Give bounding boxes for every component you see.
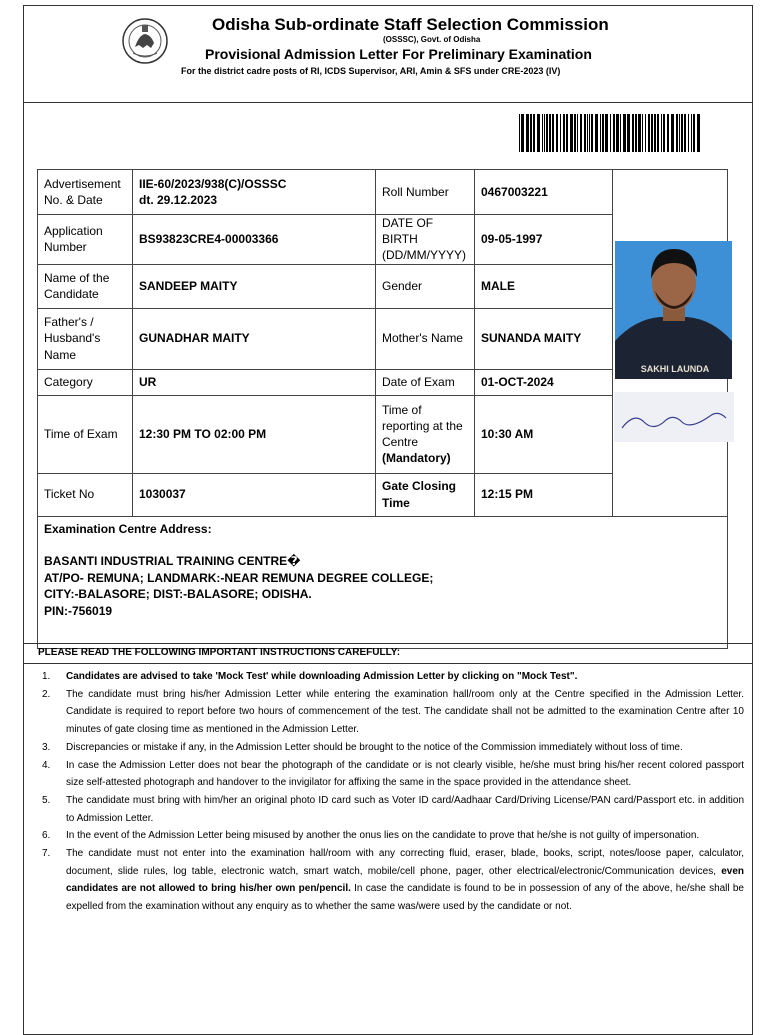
instructions-list [37, 668, 744, 916]
roll-number-label: Roll Number [376, 170, 475, 215]
exam-time-label: Time of Exam [38, 395, 133, 473]
gender-value: MALE [475, 264, 613, 308]
posts-description: For the district cadre posts of RI, ICDS Supervisor, ARI, Amin & SFS under CRE-2023 (IV) [181, 66, 561, 76]
candidate-name-label: Name of the Candidate [38, 264, 133, 308]
instruction-item: 6. In the event of the Admission Letter being misused by another the onus lies on the candidate to prove that he/she is not guilty of impersonation. [42, 830, 700, 842]
candidate-signature [614, 392, 734, 442]
barcode [519, 114, 701, 152]
advertisement-label: Advertisement No. & Date [38, 170, 133, 215]
instruction-item: 5. The candidate must bring with him/her an original photo ID card such as Voter ID card/Aadhaar Card/Driving License/PAN card/Passport etc. in addition to Admission Letter. [42, 794, 744, 824]
commission-subtitle: (OSSSC), Govt. of Odisha [383, 35, 481, 44]
dob-value: 09-05-1997 [475, 215, 613, 265]
dob-label: DATE OF BIRTH (DD/MM/YYYY) [376, 215, 475, 265]
mother-name-label: Mother's Name [376, 308, 475, 369]
exam-date-value: 01-OCT-2024 [475, 369, 613, 395]
father-name-value: GUNADHAR MAITY [133, 308, 376, 369]
instruction-item: 4. In case the Admission Letter does not bear the photograph of the candidate or is not clearly visible, he/she must bring his/her recent colored passport size self-attested photograph and handover to the invigilator for affixing the same in the space provided in the attendance sheet. [42, 759, 744, 789]
mother-name-value: SUNANDA MAITY [475, 308, 613, 369]
instruction-item: 3. Discrepancies or mistake if any, in the Admission Letter should be brought to the notice of the Commission immediately without loss of time. [42, 741, 683, 753]
category-label: Category [38, 369, 133, 395]
instruction-item: 2. The candidate must bring his/her Admission Letter while entering the examination hall/room only at the Centre specified in the Admission Letter. Candidate is required to report before two hours of commencement of the test. The candidate shall not be admitted to the examination Centre after 10 minutes of gate closing time as mentioned in the Admission Letter. [42, 688, 744, 736]
instructions-heading: PLEASE READ THE FOLLOWING IMPORTANT INSTRUCTIONS CAREFULLY: [23, 643, 753, 664]
ticket-value: 1030037 [133, 473, 376, 516]
category-value: UR [133, 369, 376, 395]
exam-centre-address [38, 516, 728, 648]
gender-label: Gender [376, 264, 475, 308]
instruction-item: 7. The candidate must not enter into the examination hall/room with any correcting fluid, eraser, blade, books, script, notes/loose paper, calculator, document, slide rules, log table, electronic watch, smart watch, mobile/cell phone, pager, other electrical/electronic/Communication devices, even candidates are not allowed to bring his/her own pen/pencil. In case the candidate is found to be in possession of any of the above, he/she shall be expelled from the examination without any enquiry as to whether the same was/were used by the candidate or not. [42, 848, 744, 913]
exam-date-label: Date of Exam [376, 369, 475, 395]
gate-closing-label: Gate Closing Time [376, 473, 475, 516]
application-number-label: Application Number [38, 215, 133, 265]
osssc-seal-icon [121, 17, 169, 65]
address-line: AT/PO- REMUNA; LANDMARK:-NEAR REMUNA DEGREE COLLEGE; [44, 570, 434, 585]
address-label: Examination Centre Address: [44, 521, 212, 536]
mandatory-note: (Mandatory) [382, 451, 451, 466]
reporting-time-value: 10:30 AM [475, 395, 613, 473]
letter-title: Provisional Admission Letter For Preliminary Examination [205, 46, 592, 62]
reporting-time-label: Time of reporting at the Centre (Mandatory) [376, 395, 475, 473]
address-line: CITY:-BALASORE; DIST:-BALASORE; ODISHA. [44, 587, 312, 602]
instruction-item: 1. Candidates are advised to take 'Mock Test' while downloading Admission Letter by clicking on "Mock Test". [42, 671, 578, 682]
father-name-label: Father's / Husband's Name [38, 308, 133, 369]
gate-closing-value: 12:15 PM [475, 473, 613, 516]
application-number-value: BS93823CRE4-00003366 [133, 215, 376, 265]
candidate-photo [615, 241, 732, 379]
address-line: BASANTI INDUSTRIAL TRAINING CENTRE� [44, 553, 301, 568]
photo-shirt-text: SAKHI LAUNDA [640, 364, 710, 374]
exam-time-value: 12:30 PM TO 02:00 PM [133, 395, 376, 473]
commission-title: Odisha Sub-ordinate Staff Selection Commission [212, 15, 609, 34]
advertisement-value: IIE-60/2023/938(C)/OSSSC dt. 29.12.2023 [133, 170, 376, 215]
candidate-name-value: SANDEEP MAITY [133, 264, 376, 308]
roll-number-value: 0467003221 [475, 170, 613, 215]
ticket-label: Ticket No [38, 473, 133, 516]
address-line: PIN:-756019 [44, 604, 113, 619]
